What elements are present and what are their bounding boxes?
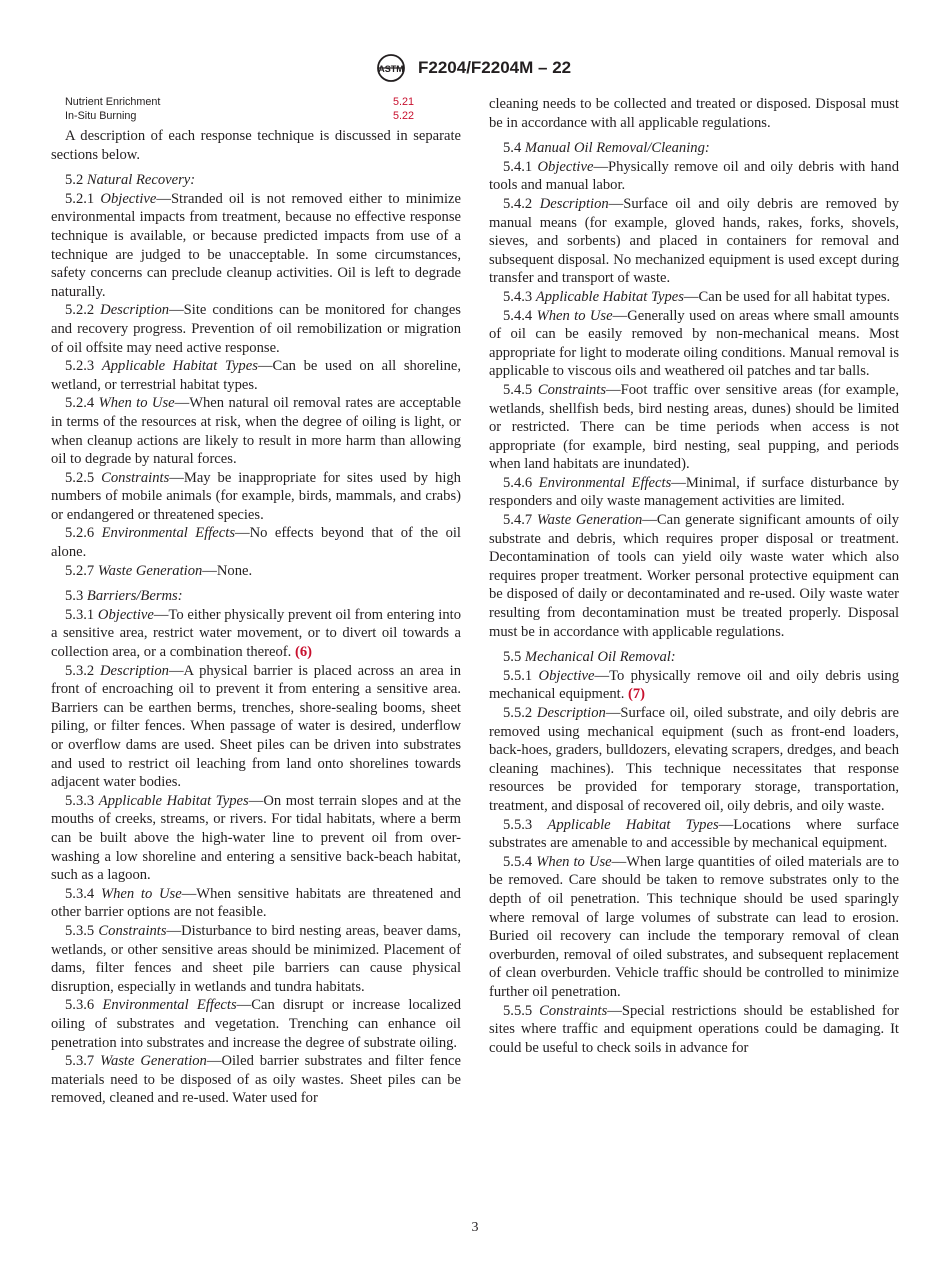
paragraph: 5.4.6 Environmental Effects—Minimal, if surface disturbance by responders and oily waste management activities are limited.: [489, 474, 899, 510]
toc-label: Nutrient Enrichment: [65, 96, 161, 108]
paragraph: 5.2.3 Applicable Habitat Types—Can be used on all shoreline, wetland, or terrestrial habitat types.: [51, 358, 461, 393]
paragraph: 5.3.6 Environmental Effects—Can disrupt or increase localized oiling of substrates and vegetation. Trenching can enhance oil penetration into substrates and increase the degree of substrate oiling.: [51, 997, 462, 1051]
toc-row: [65, 109, 461, 123]
toc-number[interactable]: 5.21: [393, 96, 415, 108]
paragraph: 5.3.1 Objective—To either physically prevent oil from entering into a sensitive area, restrict water movement, or to divert oil towards a collection area, or a combination thereof. (6): [51, 606, 461, 661]
page-number: 3: [471, 1220, 479, 1235]
intro-paragraph: A description of each response technique is discussed in separate sections below.: [51, 128, 461, 163]
paragraph: 5.4.3 Applicable Habitat Types—Can be used for all habitat types.: [503, 288, 891, 305]
section-heading: 5.2 Natural Recovery:: [65, 172, 196, 189]
section-heading: 5.4 Manual Oil Removal/Cleaning:: [503, 140, 710, 157]
paragraph: 5.4.1 Objective—Physically remove oil and oily debris with hand tools and manual labor.: [489, 158, 899, 194]
page-header: [0, 54, 950, 84]
paragraph: 5.5.3 Applicable Habitat Types—Locations where surface substrates are amenable to and accessible by mechanical equipment.: [489, 816, 900, 852]
section-heading: 5.5 Mechanical Oil Removal:: [503, 649, 676, 666]
logo-text: ASTM: [378, 64, 404, 74]
reference-link[interactable]: (6): [294, 644, 312, 661]
paragraph: 5.3.7 Waste Generation—Oiled barrier substrates and filter fence materials need to be disposed of as oily wastes. Sheet piles can be removed, cleaned and re-used. Water used for: [51, 1053, 461, 1107]
toc-label: In-Situ Burning: [65, 110, 137, 122]
paragraph: 5.2.5 Constraints—May be inappropriate for sites used by high numbers of mobile animals (for example, birds, mammals, and crabs) or endangered or threatened species.: [51, 469, 461, 523]
paragraph: 5.3.5 Constraints—Disturbance to bird nesting areas, beaver dams, wetlands, or other sensitive areas should be minimized. Placement of dams, filter fences and sheet pile barriers can cause physical disruption, especially in wetlands and tundra habitats.: [51, 922, 461, 995]
paragraph: 5.5.4 When to Use—When large quantities of oiled materials are to be removed. Care should be taken to remove substrates only to the depth of oil penetration. This technique should be used sparingly where removal of large volumes of substrate can lead to erosion. Buried oil recovery can include the temporary removal of clean overburden, removal of oiled substrates, and subsequent replacement of clean overburden. Vehicle traffic should be controlled to minimize further oil penetration.: [489, 853, 899, 1000]
paragraph: 5.3.3 Applicable Habitat Types—On most terrain slopes and at the mouths of creeks, streams, or rivers. For tidal habitats, where a berm can be built above the high-water line to prevent oil from over-washing a low shoreline and entering a sensitive back-beach habitat, such as a lagoon.: [51, 792, 462, 884]
paragraph: 5.2.4 When to Use—When natural oil removal rates are acceptable in terms of the resources at risk, when the degree of oiling is light, or when cleanup actions are likely to result in more harm than allowing oil to degrade by natural forces.: [51, 395, 462, 468]
toc-row: [65, 95, 461, 109]
paragraph: 5.4.4 When to Use—Generally used on areas where small amounts of oil can be easily removed by non-mechanical means. Most appropriate for light to moderate oiling conditions. Manual removal is applicable to viscous oils and weathered oil patches and tar balls.: [489, 307, 899, 380]
paragraph: 5.4.2 Description—Surface oil and oily debris are removed by manual means (for example, gloved hands, rakes, forks, shovels, sieves, and sorbents) and placed in containers for removal and subsequent disposal. No mechanized equipment is used except during transfer and transport of waste.: [489, 195, 899, 287]
paragraph: 5.5.2 Description—Surface oil, oiled substrate, and oily debris are removed using mechanical equipment (such as front-end loaders, back-hoes, graders, bulldozers, elevating scrapers, dredges, and beach cleaning machines). This technique necessitates that response resources be provided for temporary storage, transportation, treatment, and disposal of recovered oil, oily debris, and oily waste.: [489, 705, 899, 814]
toc-number[interactable]: 5.22: [393, 110, 415, 122]
paragraph: 5.4.7 Waste Generation—Can generate significant amounts of oily substrate and debris, which requires proper disposal or treatment. Decontamination of tools can yield oily waste water which also requires proper treatment. Worker personal protective equipment can be disposed of daily or decontaminated and re-used. Oily waste water resulting from decontamination must be treated properly. Disposal must be in accordance with applicable regulations.: [489, 512, 899, 640]
paragraph: 5.2.7 Waste Generation—None.: [65, 562, 253, 579]
astm-logo-icon: [374, 54, 408, 82]
document-id: F2204/F2204M – 22: [418, 58, 572, 77]
paragraph-continuation: cleaning needs to be collected and treated or disposed. Disposal must be in accordance with all applicable regulations.: [489, 96, 899, 131]
paragraph: 5.2.6 Environmental Effects—No effects beyond that of the oil alone.: [51, 525, 461, 561]
paragraph: 5.3.4 When to Use—When sensitive habitats are threatened and other barrier options are not feasible.: [51, 885, 461, 921]
right-column: [489, 95, 899, 1057]
paragraph: 5.2.1 Objective—Stranded oil is not removed either to minimize environmental impacts from treatment, because no effective response technique is available, or because predicted impacts from use of a technique are judged to be unacceptable. In some circumstances, safety concerns can preclude cleanup activities. Oil is left to degrade naturally.: [51, 190, 461, 300]
paragraph: 5.3.2 Description—A physical barrier is placed across an area in front of encroaching oil to prevent it from entering a sensitive area. Barriers can be earthen berms, trenches, shore-sealing booms, sheet piling, or filter fences. When passage of water is desired, underflow or overflow dams are used. Sheet piles can be driven into substrates and used to restrict oil leaching from land onto shorelines towards adjacent water bodies.: [51, 662, 461, 791]
paragraph: 5.4.5 Constraints—Foot traffic over sensitive areas (for example, wetlands, shellfish beds, bird nesting areas, dunes) should be limited or restricted. There can be time periods when access is not appropriate (for example, bird nesting, seal pupping, and periods when land habitats are inundated).: [489, 381, 899, 473]
paragraph: 5.2.2 Description—Site conditions can be monitored for changes and recovery progress. Prevention of oil remobilization or migration of oil offsite may need active response.: [51, 302, 461, 356]
section-heading: 5.3 Barriers/Berms:: [65, 588, 183, 605]
paragraph: 5.5.5 Constraints—Special restrictions should be established for sites where traffic and equipment operations could be damaging. It could be useful to check soils in advance for: [489, 1002, 899, 1056]
left-column: [51, 95, 461, 1108]
reference-link[interactable]: (7): [628, 686, 646, 703]
paragraph: 5.5.1 Objective—To physically remove oil and oily debris using mechanical equipment. (7): [489, 667, 899, 703]
